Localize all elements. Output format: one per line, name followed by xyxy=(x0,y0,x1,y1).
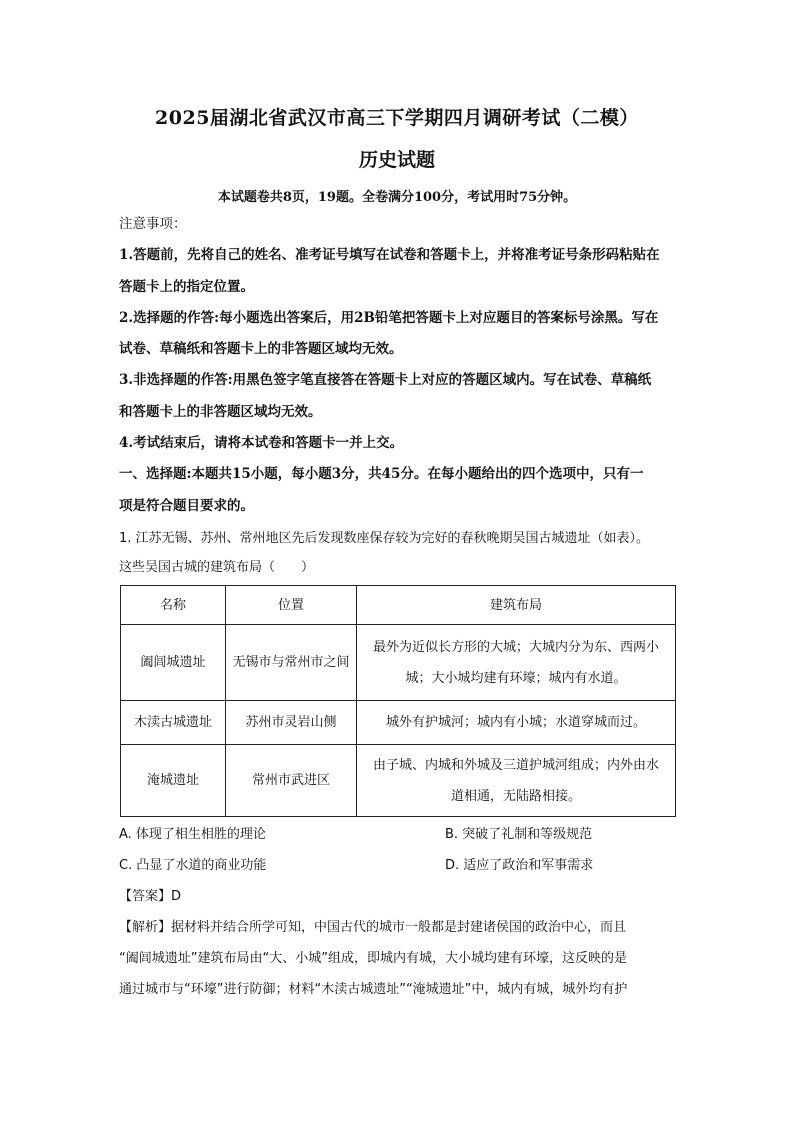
question-1-stem xyxy=(119,524,689,582)
note-line: 4.考试结束后，请将本试卷和答题卡一并上交。 xyxy=(119,435,404,452)
option-c: C. 凸显了水道的商业功能 xyxy=(119,858,267,873)
section-heading-line: 一、选择题:本题共15小题，每小题3分，共45分。在每小题给出的四个选项中，只有一 xyxy=(119,466,644,483)
options-row xyxy=(119,850,679,881)
table-header-layout: 建筑布局 xyxy=(357,586,676,625)
table-header-name: 名称 xyxy=(121,586,226,625)
note-line: 1.答题前，先将自己的姓名、准考证号填写在试卷和答题卡上，并将准考证号条形码粘贴在 xyxy=(119,247,660,264)
note-line: 答题卡上的指定位置。 xyxy=(119,278,254,295)
analysis-line: “阖闾城遗址”建筑布局由“大、小城”组成，即城内有城，大小城均建有环壕，这反映的是 xyxy=(119,951,627,966)
table-header-row xyxy=(121,586,676,625)
table-cell-location: 无锡市与常州市之间 xyxy=(226,625,357,701)
table-row xyxy=(121,701,676,745)
table-cell-layout: 最外为近似长方形的大城；大城内分为东、西两小城；大小城均建有环壕；城内有水道。 xyxy=(357,625,676,701)
table-cell-location: 苏州市灵岩山侧 xyxy=(226,701,357,745)
table-row xyxy=(121,745,676,817)
question-stem-line: 这些吴国古城的建筑布局（ ） xyxy=(119,560,315,575)
table-row xyxy=(121,625,676,701)
table-header-location: 位置 xyxy=(226,586,357,625)
ancient-city-table xyxy=(120,585,676,817)
notes-heading: 注意事项： xyxy=(119,216,187,232)
table-cell-name: 木渎古城遗址 xyxy=(121,701,226,745)
exam-title: 2025届湖北省武汉市高三下学期四月调研考试（二模） xyxy=(155,107,639,129)
note-line: 3.非选择题的作答:用黑色签字笔直接答在答题卡上对应的答题区域内。写在试卷、草稿纸 xyxy=(119,372,652,389)
question-stem-line: 1. 江苏无锡、苏州、常州地区先后发现数座保存较为完好的春秋晚期吴国古城遗址（如表）。 xyxy=(119,531,650,546)
option-b: B. 突破了礼制和等级规范 xyxy=(445,827,593,842)
table-cell-name: 淹城遗址 xyxy=(121,745,226,817)
section-heading-line: 项是符合题目要求的。 xyxy=(119,497,254,514)
question-1-options xyxy=(119,819,679,881)
note-line: 试卷、草稿纸和答题卡上的非答题区域均无效。 xyxy=(119,341,403,358)
answer-line: 【答案】D xyxy=(119,889,182,904)
table-cell-layout: 城外有护城河；城内有小城；水道穿城而过。 xyxy=(357,701,676,745)
analysis-line: 【解析】据材料并结合所学可知，中国古代的城市一般都是封建诸侯国的政治中心，而且 xyxy=(119,920,627,935)
analysis-line: 通过城市与“环壕”进行防御；材料“木渎古城遗址”“淹城遗址”中，城内有城，城外均有护 xyxy=(119,982,628,997)
option-a: A. 体现了相生相胜的理论 xyxy=(119,827,266,842)
note-line: 和答题卡上的非答题区域均无效。 xyxy=(119,403,322,420)
options-row xyxy=(119,819,679,850)
option-d: D. 适应了政治和军事需求 xyxy=(445,858,594,873)
table-cell-location: 常州市武进区 xyxy=(226,745,357,817)
table-cell-layout: 由子城、内城和外城及三道护城河组成；内外由水道相通，无陆路相接。 xyxy=(357,745,676,817)
answer-block xyxy=(119,881,689,1005)
notes-block xyxy=(119,209,689,522)
note-line: 2.选择题的作答:每小题选出答案后，用2B铅笔把答题卡上对应题目的答案标号涂黑。写在 xyxy=(119,309,659,326)
exam-intro: 本试题卷共8页，19题。全卷满分100分，考试用时75分钟。 xyxy=(217,190,577,205)
subject-title: 历史试题 xyxy=(358,149,435,171)
table-cell-name: 阖闾城遗址 xyxy=(121,625,226,701)
